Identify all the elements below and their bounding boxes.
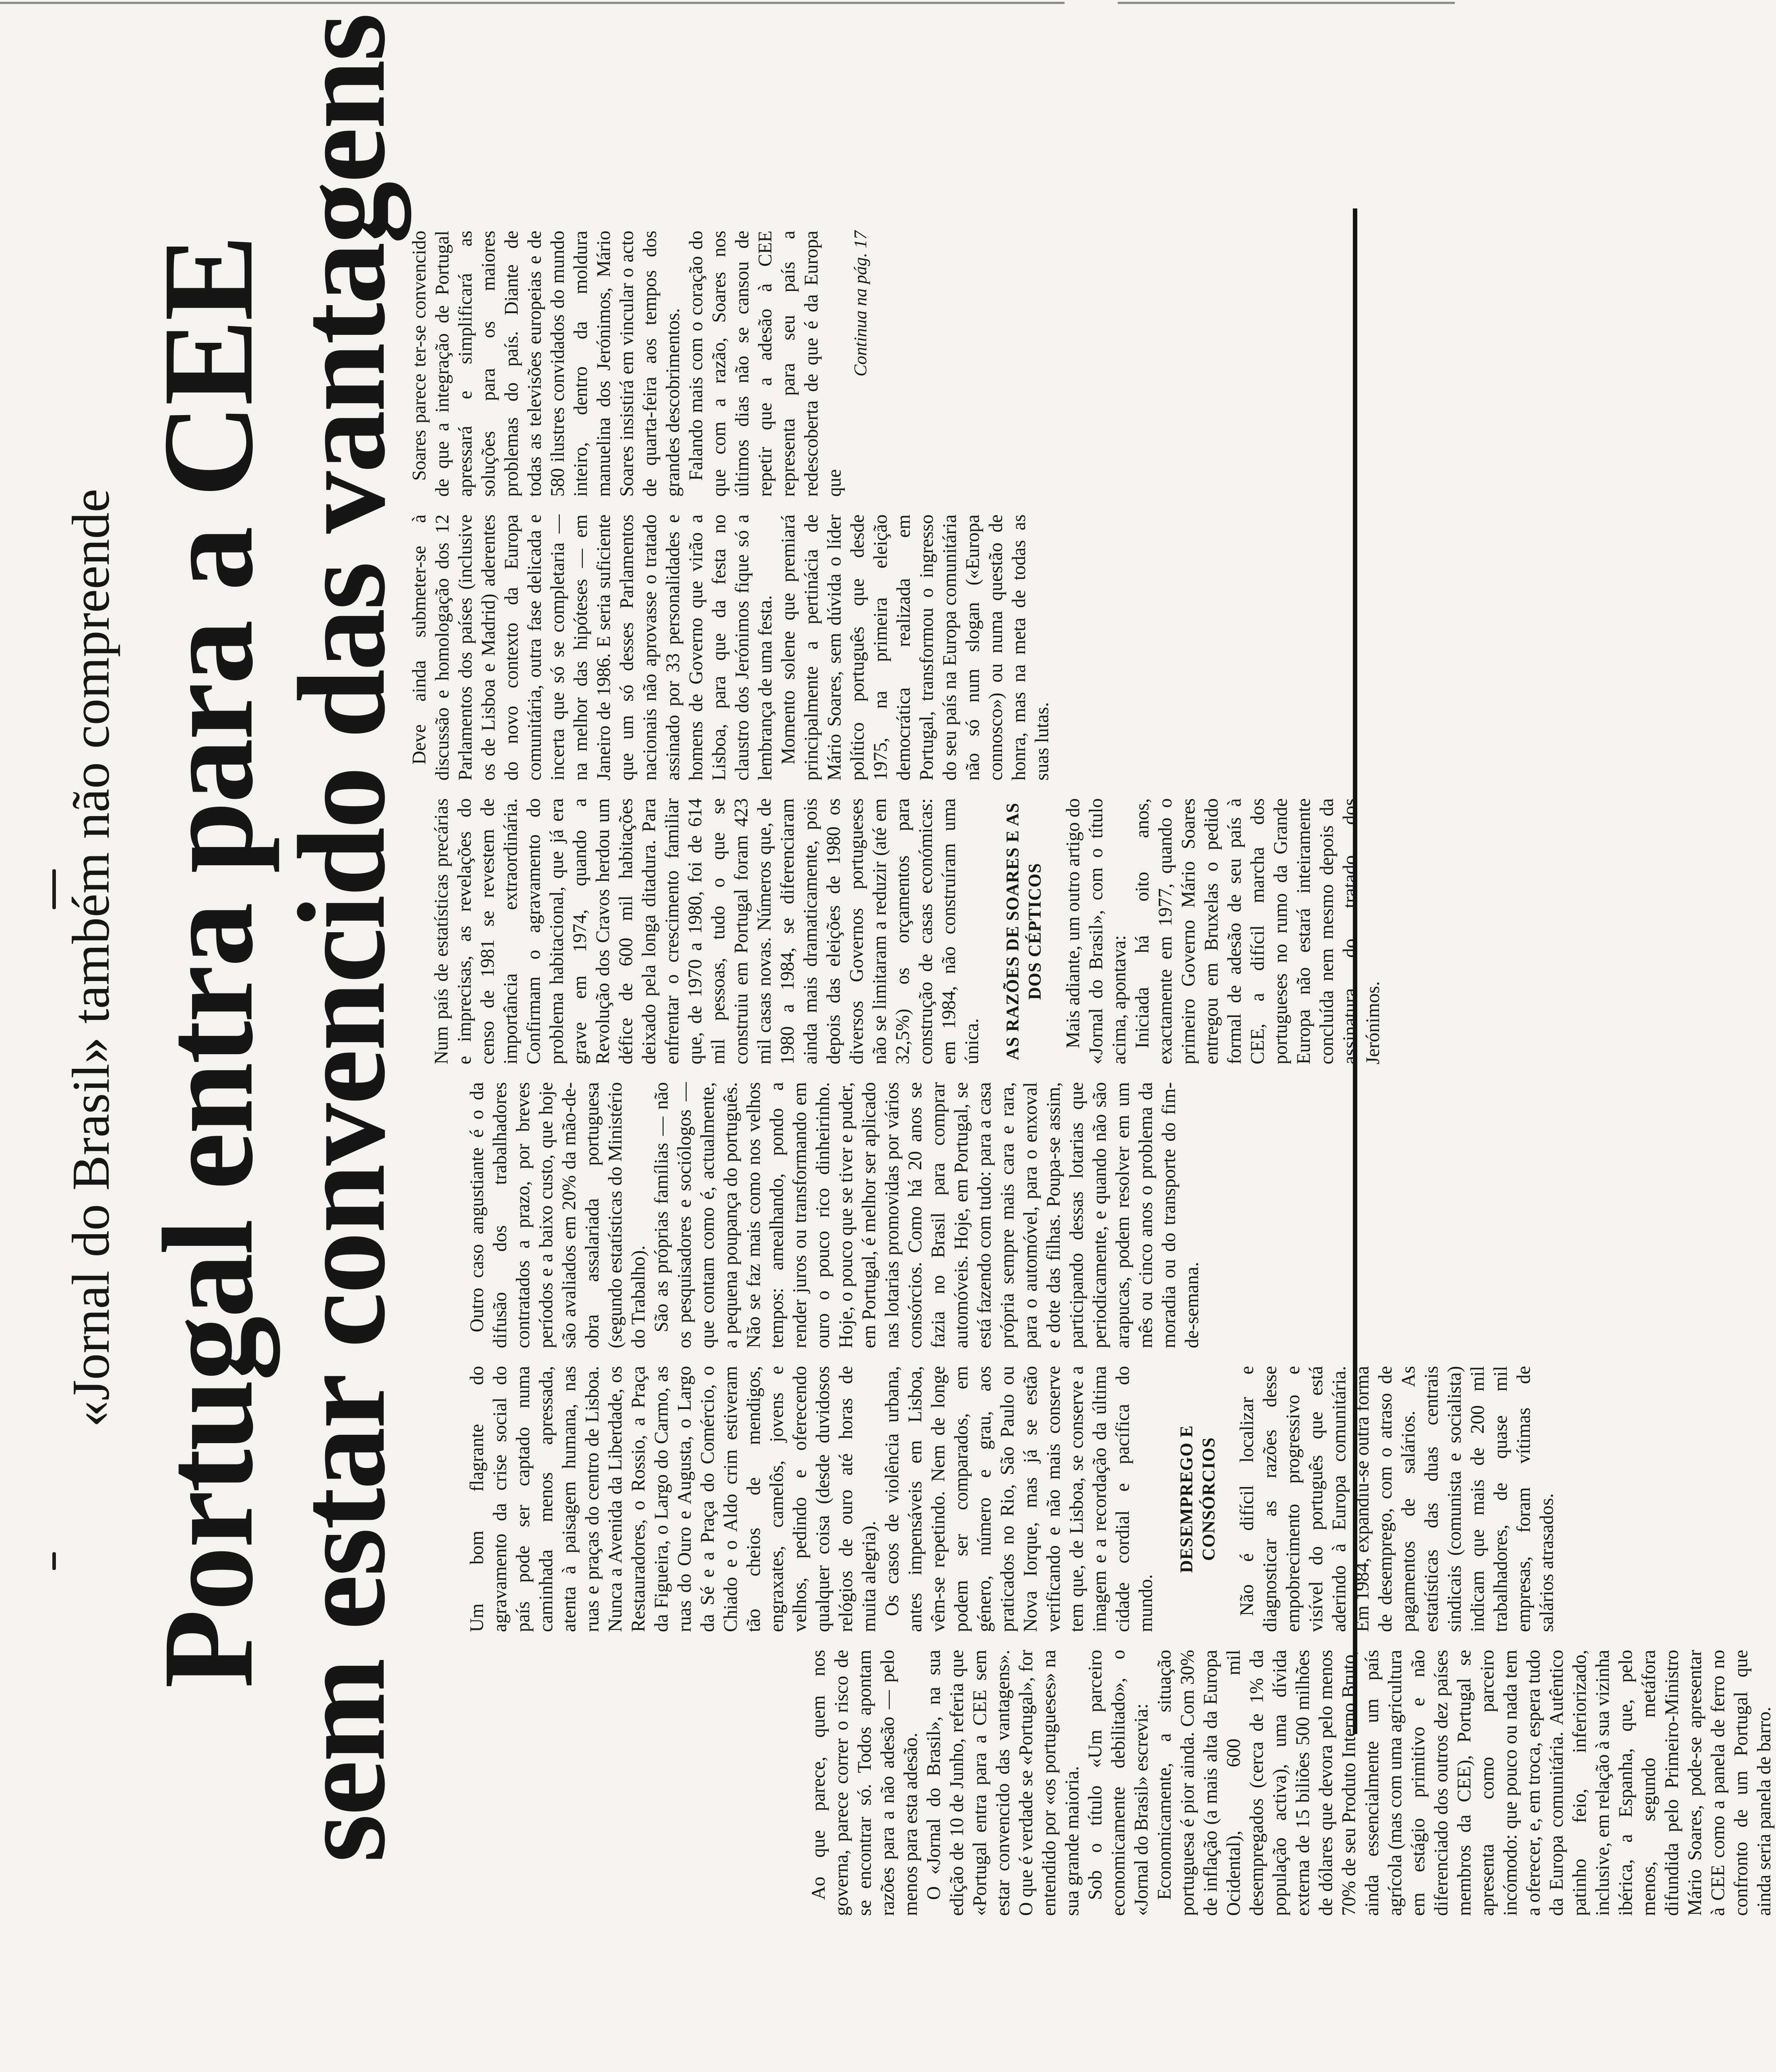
paragraph: Iniciada há oito anos, exactamente em 1977, quando o primeiro Governo Mário Soares entregou em Bruxelas o pedido formal de adesão de seu país à CEE, a difícil marcha dos portugueses no rumo da Grande Europa não estará inteiramente concluída nem mesmo depois da assinatura do tratado dos Jerónimos. [1132,798,1383,1064]
paragraph: Momento solene que premiará principalmente a pertinácia de Mário Soares, sem dúvida o líder político português que desde 1975, na primeira eleição democrática realizada em Portugal, transformou o ingresso do seu país na Europa comunitária não só num slogan («Europa connosco») ou numa questão de honra, mas na meta de todas as suas lutas. [778,514,1053,781]
scan-top-border [0,2,1455,4]
paragraph: São as próprias famílias — não os pesquisadores e sociólogos — que contam como é, actualmente, a pequena poupança do português. Não se faz mais como nos velhos tempos: amealhando, pondo a render juros ou transformando em ouro o pouco rico dinheirinho. Hoje, o pouco que se tiver e puder, em Portugal, é melhor ser aplicado nas lotarias promovidas por vários consórcios. Como há 20 anos se fazia no Brasil para comprar automóveis. Hoje, em Portugal, se está fazendo com tudo: para a casa própria sempre mais cara e rara, para o automóvel, para o enxoval e dote das filhas. Poupa-se assim, participando dessas lotarias que periodicamente, e quando não são arapucas, podem resolver em um mês ou cinco anos o problema da moradia ou do transporte do fim-de-semana. [651,1082,1202,1348]
kicker: «Jornal do Brasil» também não compreende [61,488,120,1428]
paragraph: Soares parece ter-se convencido de que a integração de Portugal apressará e simplificará as soluções para os maiores problemas do país. Diante de todas as televisões europeias e de 580 ilustres convidados do mundo inteiro, dentro da moldura manuelina dos Jerónimos, Mário Soares insistirá em vincular o acto de quarta-feira aos tempos dos grandes descobrimentos. [409,231,684,497]
paragraph: Ao que parece, quem nos governa, parece correr o risco de se encontrar só. Todos apontam razões para a não adesão — pelo menos para esta adesão. [808,1650,921,1916]
paragraph: Falando mais com o coração do que com a razão, Soares nos últimos dias não se cansou de repetir que a adesão à CEE representa para seu país a redescoberta de que é da Europa que [686,231,845,497]
paragraph: Economicamente, a situação portuguesa é pior ainda. Com 30% de inflação (a mais alta da Europa Ocidental), 600 mil desempregados (cerca de 1% da população activa), uma dívida externa de 15 biliões 500 milhões de dólares que devora pelo menos 70% de seu Produto Interno Bruto, ainda essencialmente um país agrícola (mas com uma agricultura em estágio primitivo e não diferenciado dos outros dez países membros da CEE), Portugal se apresenta como parceiro incómodo: que pouco ou nada tem a oferecer, e, em troca, espera tudo da Europa comunitária. Autêntico patinho feio, inferiorizado, inclusive, em relação à sua vizinha ibérica, a Espanha, que, pelo menos, segundo metáfora difundida pelo Primeiro-Ministro Mário Soares, pode-se apresentar à CEE como a panela de ferro no confronto de um Portugal que ainda seria panela de barro. [1154,1650,1775,1916]
paragraph: Num país de estatísticas precárias e imprecisas, as revelações do censo de 1981 se revestem de importância extraordinária. Confirmam o agravamento do problema habitacional, que já era grave em 1974, quando a Revolução dos Cravos herdou um défice de 600 mil habitações deixado pela longa ditadura. Para enfrentar o crescimento familiar que, de 1970 a 1980, foi de 614 mil pessoas, tudo o que se construiu em Portugal foram 423 mil casas novas. Números que, de 1980 a 1984, se diferenciaram ainda mais dramaticamente, pois depois das eleições de 1980 os diversos Governos portugueses não se limitaram a reduzir (até em 32,5%) os orçamentos para construção de casas económicas: em 1984, não construíram uma única. [431,798,982,1064]
column-6 [408,231,1335,497]
paragraph: Deve ainda submeter-se à discussão e homologação dos 12 Parlamentos dos países (inclusive os de Lisboa e Madrid) aderentes do novo contexto da Europa comunitária, outra fase delicada e incerta que só se completaria — na melhor das hipóteses — em Janeiro de 1986. E seria suficiente que um só desses Parlamentos nacionais não aprovasse o tratado assinado por 33 personalidades e homens de Governo que virão a Lisboa, para que da festa no claustro dos Jerónimos fique só a lembrança de uma festa. [409,514,776,781]
column-3 [466,1082,1335,1348]
column-1 [807,1650,1775,1916]
headline-line-2: sem estar convencido das vantagens [272,14,411,1863]
paragraph: Não é difícil localizar e diagnosticar as razões desse empobrecimento progressivo e visível do português que está aderindo à Europa comunitária. Em 1984, expandiu-se outra forma de desemprego, com o atraso de pagamentos de salários. As estatísticas das duas centrais sindicais (comunista e socialista) indicam que mais de 200 mil trabalhadores, de quase mil empresas, foram vítimas de salários atrasados. [1237,1366,1557,1632]
continuation-note: Continua na pág. 17 [850,231,870,377]
article [53,14,1775,1916]
paragraph: Um bom flagrante do agravamento da crise social do país pode ser captado numa caminhada menos apressada, atenta à paisagem humana, nas ruas e praças do centro de Lisboa. Nunca a Avenida da Liberdade, os Restauradores, o Rossio, a Praça da Figueira, o Largo do Carmo, as ruas do Ouro e Augusta, o Largo da Sé e a Praça do Comércio, o Chiado e o Aldo crim estiveram tão cheios de mendigos, engraxates, camelôs, jovens e velhos, pedindo e oferecendo qualquer coisa (desde duvidosos relógios de ouro até horas de muita alegria). [467,1366,880,1632]
paragraph: Sob o título «Um parceiro economicamente debilitado», o «Jornal do Brasil» escrevia: [1085,1650,1152,1916]
paragraph: Mais adiante, um outro artigo do «Jornal do Brasil», com o título acima, apontava: [1063,798,1130,1064]
headline-line-1: Portugal entra para a CEE [137,236,280,1688]
paragraph: Os casos de violência urbana, antes impensáveis em Lisboa, vêm-se repetindo. Nem de longe podem ser comparados, em género, número e grau, aos praticados no Rio, São Paulo ou Nova Iorque, mas já se estão verificando e não mais conserve tem que, de Lisboa, se conserve a imagem e a recordação da última cidade cordial e pacífica do mundo. [882,1366,1156,1632]
paragraph: O «Jornal do Brasil», na sua edição de 10 de Junho, referia que «Portugal entra para a CEE sem estar convencido das vantagens». O que é verdade se «Portugal», for entendido por «os portugueses» na sua grande maioria. [923,1650,1083,1916]
section-heading-desemprego: DESEMPREGO E CONSÓRCIOS [1176,1425,1218,1573]
paragraph: Outro caso angustiante é o da difusão dos trabalhadores contratados a prazo, por breves períodos e a baixo custo, que hoje são avaliados em 20% da mão-de-obra assalariada portuguesa (segundo estatísticas do Ministério do Trabalho). [467,1082,649,1348]
section-heading-razoes: AS RAZÕES DE SOARES E AS DOS CÉPTICOS [1002,802,1045,1060]
scan-top-border-gap [1065,0,1118,6]
article-columns [408,186,1775,1916]
column-2 [466,1366,1557,1632]
column-4 [430,798,1383,1064]
column-5 [408,514,1335,781]
